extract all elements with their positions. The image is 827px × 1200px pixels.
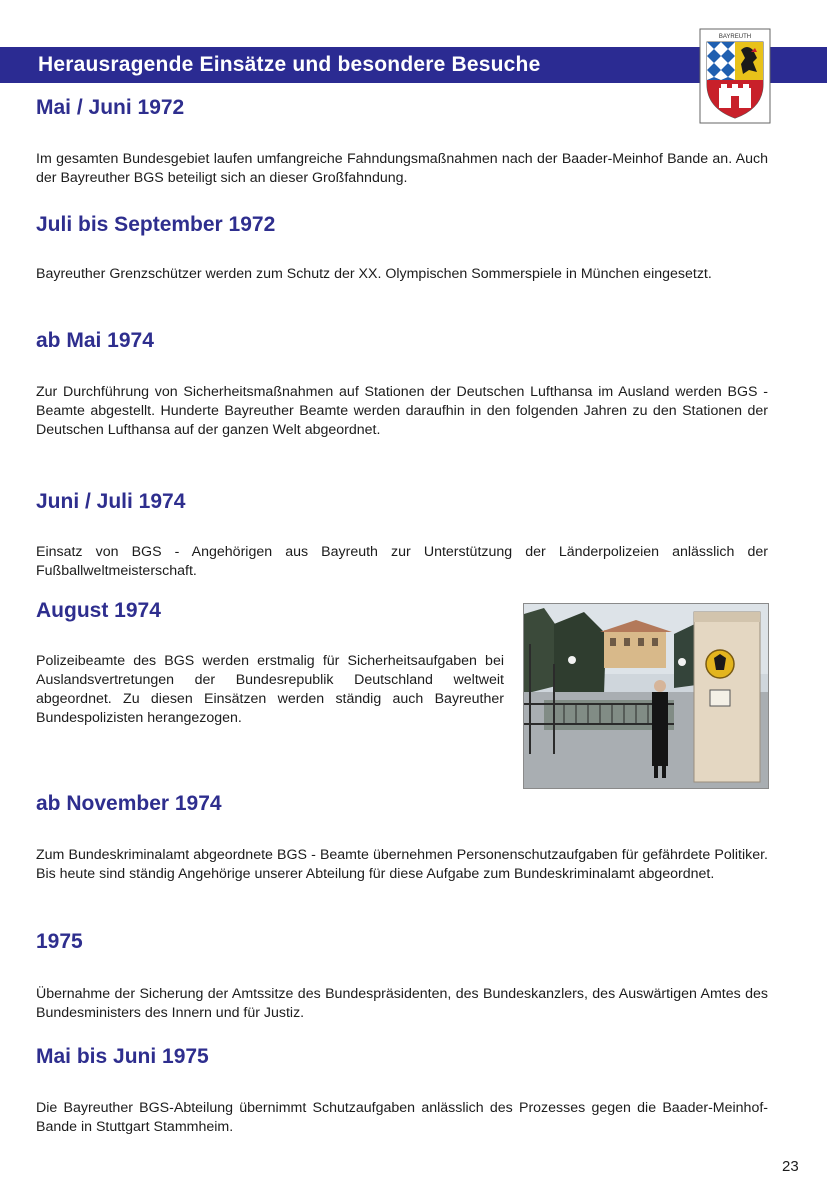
section-text-2: Bayreuther Grenzschützer werden zum Schutz der XX. Olympischen Sommerspiele in München eingesetzt.: [36, 266, 712, 282]
embassy-photo: [523, 603, 769, 789]
crest-lion-field: [735, 42, 763, 80]
section-text-7: Übernahme der Sicherung der Amtssitze des Bundespräsidenten, des Bundeskanzlers, des Auswärtigen Amtes des Bundesministers des Innern und für Justiz.: [36, 986, 768, 1021]
section-text-4: Einsatz von BGS - Angehörigen aus Bayreuth zur Unterstützung der Länderpolizeien anlässlich der Fußballweltmeisterschaft.: [36, 544, 768, 579]
coat-of-arms-icon: [699, 28, 771, 124]
crest-label: BAYREUTH: [718, 34, 752, 40]
page-number: 23: [782, 1158, 799, 1175]
section-text-6: Zum Bundeskriminalamt abgeordnete BGS - Beamte übernehmen Personenschutzaufgaben für gefährdete Politiker. Bis heute sind ständig Angehörige unserer Abteilung für diese Aufgabe zum Bundeskriminalamt abgeordnet.: [36, 847, 768, 882]
section-title-7: 1975: [36, 930, 83, 953]
section-text-1: Im gesamten Bundesgebiet laufen umfangreiche Fahndungsmaßnahmen nach der Baader-Meinhof Bande an. Auch der Bayreuther BGS beteiligt sich an dieser Großfahndung.: [36, 151, 768, 186]
section-title-5: August 1974: [36, 599, 161, 622]
section-text-3: Zur Durchführung von Sicherheitsmaßnahmen auf Stationen der Deutschen Lufthansa im Ausland werden BGS - Beamte abgestellt. Hunderte Bayreuther Beamte werden daraufhin in den folgenden Jahren zu den Stationen der Deutschen Lufthansa auf der ganzen Welt abgeordnet.: [36, 384, 768, 438]
section-title-8: Mai bis Juni 1975: [36, 1045, 209, 1068]
page-title: Herausragende Einsätze und besondere Besuche: [38, 53, 541, 76]
section-text-8: Die Bayreuther BGS-Abteilung übernimmt Schutzaufgaben anlässlich des Prozesses gegen die Baader-Meinhof-Bande in Stuttgart Stammheim.: [36, 1100, 768, 1135]
section-text-5: Polizeibeamte des BGS werden erstmalig für Sicherheitsaufgaben bei Auslandsvertretungen der Bundesrepublik Deutschland weltweit abgeordnet. Zu diesen Einsätzen werden ständig auch Bayreuther Bundespolizisten herangezogen.: [36, 653, 504, 726]
section-title-2: Juli bis September 1972: [36, 213, 276, 236]
section-title-1: Mai / Juni 1972: [36, 96, 185, 119]
section-title-6: ab November 1974: [36, 792, 222, 815]
crest-diamond-field: [707, 42, 735, 80]
section-title-3: ab Mai 1974: [36, 329, 154, 352]
section-title-4: Juni / Juli 1974: [36, 490, 186, 513]
